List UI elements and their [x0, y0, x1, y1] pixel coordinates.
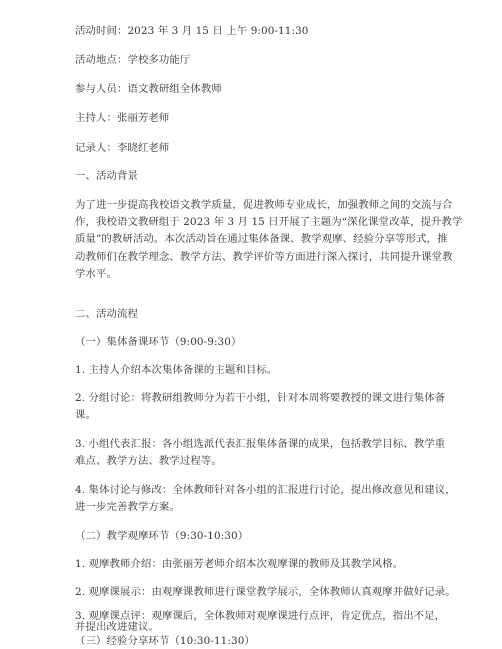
background-paragraph	[75, 197, 463, 283]
paragraph-line: 作，我校语文教研组于 2023 年 3 月 15 日开展了主题为“深化课堂改革，提升教学	[75, 216, 463, 229]
list-item: 2. 分组讨论：将教研组教师分为若干小组，针对本周将要教授的课文进行集体备 课。	[75, 392, 446, 422]
list-item: 3. 小组代表汇报：各小组选派代表汇报集体备课的成果，包括教学目标、教学重 难点、教学方法、教学过程等。	[75, 438, 446, 468]
subsection-title-lesson-prep: （一）集体备课环节（9:00-9:30）	[75, 336, 242, 348]
paragraph-line: 质量”的教研活动。本次活动旨在通过集体备课、教学观摩、经验分享等形式，推	[75, 233, 448, 246]
section-title-background: 一、活动背景	[75, 170, 138, 182]
list-item-continuation: 并提出改进建议。	[75, 621, 159, 633]
subsection-title-observation: （二）教学观摩环节（9:30-10:30）	[75, 530, 249, 542]
list-item: 1. 主持人介绍本次集体备课的主题和目标。	[75, 364, 278, 376]
paragraph-line: 学水平。	[75, 267, 117, 280]
list-item: 4. 集体讨论与修改：全体教师针对各小组的汇报进行讨论，提出修改意见和建议， 进一步完善教学方案。	[75, 484, 456, 514]
activity-participants: 参与人员：语文教研组全体教师	[75, 83, 222, 95]
paragraph-line: 为了进一步提高我校语文教学质量，促进教师专业成长，加强教师之间的交流与合	[75, 199, 453, 211]
list-item: 1. 观摩教师介绍：由张丽芳老师介绍本次观摩课的教师及其教学风格。	[75, 558, 404, 570]
activity-place: 活动地点：学校多功能厅	[75, 54, 191, 66]
list-item: 2. 观摩课展示：由观摩课教师进行课堂教学展示，全体教师认真观摩并做好记录。	[75, 586, 456, 598]
activity-recorder: 记录人：李晓红老师	[75, 142, 170, 154]
section-title-process: 二、活动流程	[75, 308, 138, 320]
paragraph-line: 动教师们在教学理念、教学方法、教学评价等方面进行深入探讨，共同提升课堂教	[75, 250, 453, 263]
activity-host: 主持人：张丽芳老师	[75, 112, 170, 124]
list-item: 3. 观摩课点评：观摩课后，全体教师对观摩课进行点评，肯定优点，指出不足，	[75, 610, 446, 622]
subsection-title-sharing: （三）经验分享环节（10:30-11:30）	[75, 635, 255, 647]
activity-time: 活动时间：2023 年 3 月 15 日 上午 9:00-11:30	[75, 25, 309, 37]
